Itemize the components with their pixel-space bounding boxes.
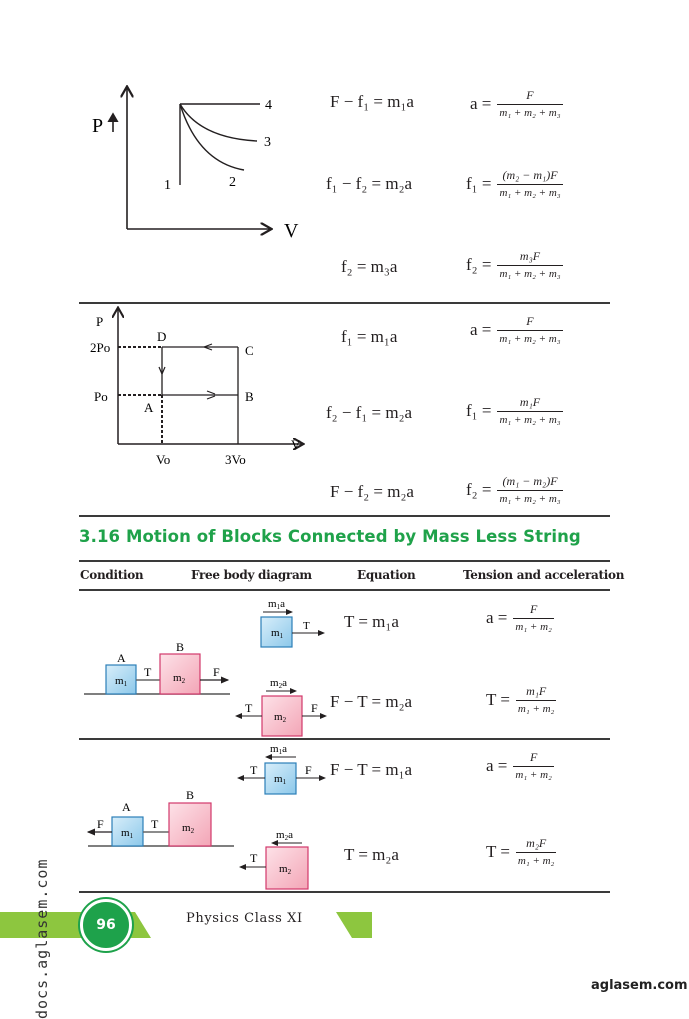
svg-text:Vo: Vo [156,452,171,467]
svg-text:m2a: m2a [276,829,293,842]
svg-text:T: T [250,851,258,865]
svg-text:m1: m1 [115,675,128,688]
svg-text:4: 4 [265,98,272,113]
svg-text:m2: m2 [182,822,195,835]
svg-text:m1a: m1a [270,743,287,756]
side-watermark: docs.aglasem.com [33,858,51,1019]
svg-text:F: F [311,701,318,715]
section-heading: 3.16 Motion of Blocks Connected by Mass Less String [79,527,581,546]
pv-graph-curves [80,80,310,245]
svg-text:B: B [176,640,185,654]
svg-text:2Po: 2Po [90,340,111,355]
equation-rhs: a = $\frac{F}{\text{m₁ + m₂ + m₃}}$ [470,314,561,345]
table-bottom-border [79,891,610,893]
column-header-fbd: Free body diagram [191,568,312,582]
svg-text:m1: m1 [271,627,284,640]
svg-text:m2: m2 [274,711,287,724]
svg-text:D: D [157,329,167,344]
footer-green-band-right [336,912,372,938]
svg-text:m2a: m2a [270,677,287,690]
equation-rhs: f₁ = $\frac{\text{(m₂ − m₁)F}}{\text{m₁ + m₂ + m₃}}$ [466,168,561,199]
column-header-equation: Equation [357,568,416,582]
svg-text:3Vo: 3Vo [225,452,246,467]
table-divider [79,302,610,304]
svg-text:2: 2 [229,175,236,190]
equation-rhs: f₁ = $\frac{\text{m₁F}}{\text{m₁ + m₂ + m₃}}$ [466,395,561,426]
equation-rhs: f₂ = $\frac{\text{(m₁ − m₂)F}}{\text{m₁ + m₂ + m₃}}$ [466,474,561,505]
svg-text:A: A [117,651,126,665]
axis-p-label: P [92,115,104,137]
svg-text:m1a: m1a [268,598,285,611]
svg-text:3: 3 [264,135,271,150]
svg-text:T: T [144,665,152,679]
brand-link[interactable]: aglasem.com [591,978,688,993]
svg-text:T: T [245,701,253,715]
page-number-badge: 96 [80,899,132,951]
svg-text:T: T [303,620,310,632]
table-bottom-border [79,515,610,517]
svg-text:V: V [291,437,301,452]
equation-rhs: a = $\frac{F}{\text{m₁ + m₂}}$ [486,602,552,633]
equation-rhs: a = $\frac{F}{\text{m₁ + m₂}}$ [486,750,552,781]
equation-lhs: f₂ − f₁ = m₂a [326,403,413,422]
svg-text:A: A [144,400,154,415]
svg-text:C: C [245,343,254,358]
svg-text:T: T [250,763,258,777]
equation-lhs: f₁ − f₂ = m₂a [326,174,413,193]
svg-text:F: F [97,817,104,831]
equation-rhs: a = $\frac{F}{\text{m₁ + m₂ + m₃}}$ [470,88,561,119]
case1-diagrams [80,592,340,740]
equation-lhs: T = m₁a [344,612,399,631]
equation-rhs: T = $\frac{\text{m₂F}}{\text{m₁ + m₂}}$ [486,836,555,867]
svg-text:A: A [122,800,131,814]
svg-text:m2: m2 [173,672,186,685]
header-divider [79,589,610,591]
table-top-border [79,560,610,562]
axis-v-label: V [284,220,299,242]
equation-rhs: f₂ = $\frac{\text{m₃F}}{\text{m₁ + m₂ + m₃}}$ [466,249,561,280]
case2-diagrams [80,740,340,892]
svg-text:m1: m1 [121,827,134,840]
equation-rhs: T = $\frac{\text{m₁F}}{\text{m₁ + m₂}}$ [486,684,555,715]
svg-text:F: F [213,665,220,679]
equation-lhs: f₂ = m₃a [341,257,398,276]
svg-text:P: P [96,314,104,329]
equation-lhs: f₁ = m₁a [341,327,398,346]
equation-lhs: F − f₁ = m₁a [330,92,414,111]
book-title: Physics Class XI [186,911,303,926]
svg-text:Po: Po [94,389,108,404]
pv-graph-cycle [80,306,310,471]
svg-text:1: 1 [164,178,171,193]
svg-text:B: B [186,788,195,802]
svg-text:T: T [151,817,159,831]
column-header-condition: Condition [80,568,144,582]
column-header-tension: Tension and acceleration [463,568,625,582]
svg-text:F: F [305,763,312,777]
svg-text:m2: m2 [279,863,292,876]
svg-text:B: B [245,389,254,404]
equation-lhs: T = m₂a [344,845,399,864]
svg-text:m1: m1 [274,773,287,786]
equation-lhs: F − T = m₁a [330,760,413,779]
equation-lhs: F − T = m₂a [330,692,413,711]
equation-lhs: F − f₂ = m₂a [330,482,414,501]
